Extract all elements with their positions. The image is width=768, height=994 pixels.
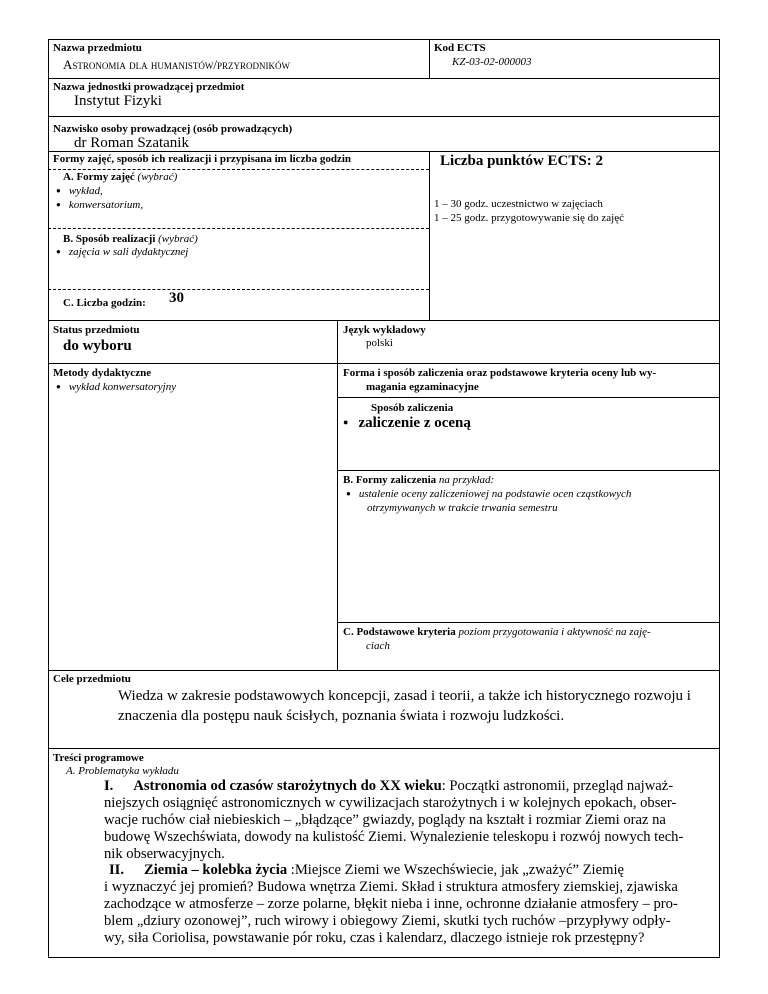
list-item: ● ustalenie oceny zaliczeniowej na podstawie ocen cząstkowych [346,488,631,500]
section-2-line: i wyznaczyć jej promień? Budowa wnętrza Ziemi. Skład i struktura atmosfery ziemskiej, zjawiska [104,879,678,895]
dashed-divider [48,289,429,290]
assessment-title-1: Forma i sposób zaliczenia oraz podstawowe kryteria oceny lub wy- [343,367,657,379]
course-name-value: Astronomia dla humanistów/przyrodników [63,57,290,72]
hours-label: C. Liczba godzin: [63,297,146,309]
divider [429,39,430,79]
section-1-line: niejszych osiągnięć astronomicznych w cywilizacjach starożytnych i w kolejnych epokach, obser- [104,795,677,811]
section-2-line: blem „dziury ozonowej”, ruch wirowy i obiegowy Ziemi, skutki tych ruchów –przypływy odpły- [104,913,671,929]
instructor-label: Nazwisko osoby prowadzącej (osób prowadzących) [53,123,293,135]
divider [48,78,720,79]
ects-line: 1 – 25 godz. przygotowywanie się do zajęć [434,212,624,224]
hours-value: 30 [169,290,184,306]
list-item: ● konwersatorium, [56,199,143,211]
divider [337,397,720,398]
unit-label: Nazwa jednostki prowadzącej przedmiot [53,81,245,93]
section-2-number: II. [109,862,125,878]
section-1-line: budowę Wszechświata, dowody na kulistość Ziemi. Wynalezienie teleskopu i rozwój nowych tech- [104,829,684,845]
forms-b-hint: (wybrać) [158,233,198,245]
course-name-label: Nazwa przedmiotu [53,42,142,54]
assessment-c-value: poziom przygotowania i aktywność na zaję- [458,626,651,638]
divider [48,116,720,117]
section-1-text: : Początki astronomii, przegląd najważ- [441,778,674,794]
ects-points-title: Liczba punktów ECTS: 2 [440,153,603,169]
assessment-b-label-text: B. Formy zaliczenia [343,474,437,486]
methods-label: Metody dydaktyczne [53,367,152,379]
list-item: ● wykład, [56,185,103,197]
goals-line: znaczenia dla postępu nauk ścisłych, poznania świata i rozwoju ludzkości. [118,708,565,724]
section-1-first-line [104,778,673,795]
assessment-c-value-cont: ciach [366,640,390,652]
divider [337,622,720,623]
goals-line: Wiedza w zakresie podstawowych koncepcji, zasad i teorii, a także ich historycznego rozwoju i [118,688,691,704]
section-1-number: I. [104,778,114,794]
divider [48,151,720,152]
list-item-continuation: otrzymywanych w trakcie trwania semestru [367,502,558,514]
language-label: Język wykładowy [343,324,426,336]
unit-value: Instytut Fizyki [74,93,162,109]
ects-code-label: Kod ECTS [434,42,486,54]
section-2-line: wy, siła Coriolisa, powstawanie pór roku, czas i kalendarz, dlaczego istnieje rok przestępny? [104,930,645,946]
list-item: ● zajęcia w sali dydaktycznej [56,246,188,258]
forms-a-hint: (wybrać) [137,171,178,183]
divider [337,320,338,670]
forms-b-label [63,233,198,245]
section-1-title: Astronomia od czasów starożytnych do XX wieku [133,778,442,794]
assessment-c-label [343,626,651,638]
ects-code-value: KZ-03-02-000003 [452,56,532,68]
status-label: Status przedmiotu [53,324,140,336]
assessment-b-hint: na przykład: [438,474,495,486]
section-2-text: :Miejsce Ziemi we Wszechświecie, jak „zważyć” Ziemię [287,862,624,878]
dashed-divider [48,228,429,229]
divider [48,670,720,671]
divider [48,320,720,321]
goals-label: Cele przedmiotu [53,673,131,685]
assessment-b-label [343,474,494,486]
forms-title: Formy zajęć, sposób ich realizacji i przypisana im liczba godzin [53,153,351,165]
language-value: polski [366,337,393,349]
status-value: do wyboru [63,338,132,354]
assessment-c-label-text: C. Podstawowe kryteria [343,626,456,638]
ects-line: 1 – 30 godz. uczestnictwo w zajęciach [434,198,603,210]
dashed-divider [48,169,429,170]
content-sub-label: A. Problematyka wykładu [66,765,179,777]
section-1-line: nik obserwacyjnych. [104,846,225,862]
section-2-first-line [109,862,624,879]
assessment-title-2: magania egzaminacyjne [366,381,479,393]
divider [48,748,720,749]
instructor-value: dr Roman Szatanik [74,135,189,151]
forms-a-label-text: A. Formy zajęć [63,171,135,183]
content-label: Treści programowe [53,752,144,764]
divider [48,363,720,364]
section-1-line: wacje ruchów ciał niebieskich – „błądzące” gwiazdy, poglądy na kształt i rozmiar Ziemi oraz na [104,812,666,828]
forms-b-label-text: B. Sposób realizacji [63,233,156,245]
list-item: ● wykład konwersatoryjny [56,381,176,393]
assessment-method-label: Sposób zaliczenia [371,402,454,414]
forms-a-label [63,171,177,183]
assessment-method-value: ● zaliczenie z oceną [343,415,471,432]
divider [337,470,720,471]
section-2-title: Ziemia – kolebka życia [144,862,288,878]
section-2-line: zachodzące w atmosferze – zorze polarne, błękit nieba i inne, ochronne działanie atmosfery – pro- [104,896,678,912]
divider [429,151,430,321]
